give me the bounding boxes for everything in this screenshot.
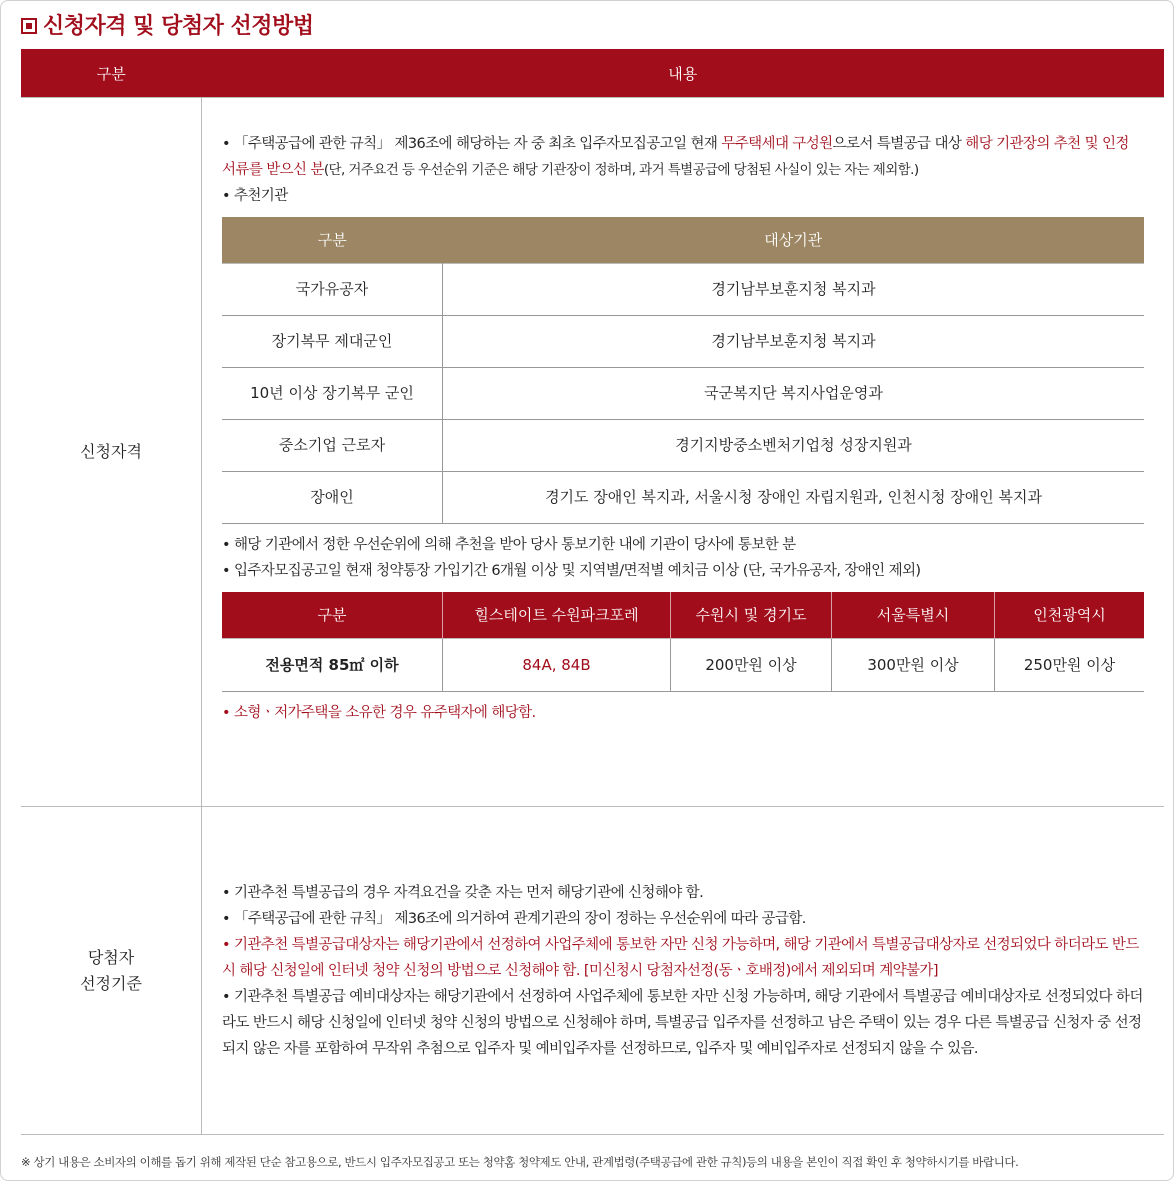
deposit-table — [222, 592, 1144, 692]
table-row — [222, 263, 1144, 315]
table-row — [222, 471, 1144, 523]
selection-content — [202, 807, 1165, 1135]
selection-bullet-4: • 기관추천 특별공급 예비대상자는 해당기관에서 선정하여 사업주체에 통보한 자만 신청 가능하며, 해당 기관에서 특별공급 예비대상자로 선정되었다 하더라도 반드시 해당 신청일에 인터넷 청약 신청의 방법으로 신청해야 하며, 특별공급 입주자를 선정하고 남은 주택이 있는 경우 다른 특별공급 신청자 중 선정되지 않은 자를 포함하여 무작위 추첨으로 입주자 및 예비입주자를 선정하므로, 입주자 및 예비입주자로 선정되지 않을 수 있음. — [222, 988, 1143, 1057]
table-row — [222, 419, 1144, 471]
agency-institution: 경기도 장애인 복지과, 서울시청 장애인 자립지원과, 인천시청 장애인 복지과 — [443, 471, 1145, 523]
deposit-header: 수원시 및 경기도 — [671, 592, 832, 639]
agency-institution: 국군복지단 복지사업운영과 — [443, 367, 1145, 419]
agency-category: 장기복무 제대군인 — [222, 315, 443, 367]
main-table — [21, 49, 1164, 1135]
selection-bullet-1: • 기관추천 특별공급의 경우 자격요건을 갖춘 자는 먼저 해당기관에 신청해야 함. — [222, 884, 704, 901]
deposit-seoul: 300만원 이상 — [832, 638, 995, 691]
agency-category: 국가유공자 — [222, 263, 443, 315]
deposit-header: 서울특별시 — [832, 592, 995, 639]
section-title-text: 신청자격 및 당첨자 선정방법 — [43, 14, 314, 39]
section-title — [21, 9, 314, 40]
agency-category: 중소기업 근로자 — [222, 419, 443, 471]
agency-institution: 경기남부보훈지청 복지과 — [443, 263, 1145, 315]
selection-label — [21, 807, 202, 1135]
qualification-bullet-4: • 소형ㆍ저가주택을 소유한 경우 유주택자에 해당함. — [222, 704, 536, 721]
table-row — [222, 315, 1144, 367]
selection-row — [21, 807, 1164, 1135]
deposit-header: 힐스테이트 수원파크포레 — [443, 592, 671, 639]
qualification-row — [21, 98, 1164, 807]
qualification-label: 신청자격 — [21, 98, 202, 807]
selection-bullet-3: • 기관추천 특별공급대상자는 해당기관에서 선정하여 사업주체에 통보한 자만 신청 가능하며, 해당 기관에서 특별공급대상자로 선정되었다 하더라도 반드시 해당 신청일에 인터넷 청약 신청의 방법으로 신청해야 함. [미신청시 당첨자선정(동ㆍ호배정)에서 제외되며 계약불가] — [222, 936, 1139, 979]
qualification-bullet-2: • 해당 기관에서 정한 우선순위에 의해 추천을 받아 당사 통보기한 내에 기관이 당사에 통보한 분 — [222, 536, 796, 553]
agency-header-institution: 대상기관 — [443, 217, 1145, 264]
agency-institution: 경기남부보훈지청 복지과 — [443, 315, 1145, 367]
agency-label: • 추천기관 — [222, 187, 288, 204]
deposit-incheon: 250만원 이상 — [995, 638, 1145, 691]
selection-bullet-2: • 「주택공급에 관한 규칙」 제36조에 의거하여 관계기관의 장이 정하는 우선순위에 따라 공급함. — [222, 910, 806, 927]
square-bullet-icon — [21, 18, 37, 34]
agency-table — [222, 217, 1144, 524]
deposit-header: 인천광역시 — [995, 592, 1145, 639]
deposit-area: 전용면적 85㎡ 이하 — [222, 638, 443, 691]
deposit-unit-types: 84A, 84B — [443, 638, 671, 691]
agency-category: 10년 이상 장기복무 군인 — [222, 367, 443, 419]
deposit-table-header — [222, 592, 1144, 639]
table-row — [222, 367, 1144, 419]
deposit-suwon: 200만원 이상 — [671, 638, 832, 691]
no-house-member-highlight: 무주택세대 구성원 — [721, 135, 833, 152]
selection-label-line2: 선정기준 — [80, 973, 142, 993]
header-category: 구분 — [21, 49, 202, 98]
header-content: 내용 — [202, 49, 1165, 98]
recommendation-highlight: 해당 기관장의 추천 및 인정 서류를 받으신 분 — [222, 135, 1129, 178]
qualification-intro: • 「주택공급에 관한 규칙」 제36조에 해당하는 자 중 최초 입주자모집공고일 현재 무주택세대 구성원으로서 특별공급 대상 해당 기관장의 추천 및 인정 서류를 받으신 분(단, 거주요건 등 우선순위 기준은 해당 기관장이 정하며, 과거 특별공급에 당첨된 사실이 있는 자는 제외함.) — [222, 135, 1129, 178]
deposit-header: 구분 — [222, 592, 443, 639]
agency-header-category: 구분 — [222, 217, 443, 264]
agency-institution: 경기지방중소벤처기업청 성장지원과 — [443, 419, 1145, 471]
agency-category: 장애인 — [222, 471, 443, 523]
selection-label-line1: 당첨자 — [87, 947, 135, 967]
qualification-bullet-3: • 입주자모집공고일 현재 청약통장 가입기간 6개월 이상 및 지역별/면적별 예치금 이상 (단, 국가유공자, 장애인 제외) — [222, 562, 921, 579]
main-table-header — [21, 49, 1164, 98]
table-row — [222, 638, 1144, 691]
agency-table-header — [222, 217, 1144, 264]
footnote: ※ 상기 내용은 소비자의 이해를 돕기 위해 제작된 단순 참고용으로, 반드시 입주자모집공고 또는 청약홈 청약제도 안내, 관계법령(주택공급에 관한 규칙)등의 내용을 본인이 직접 확인 후 청약하시기를 바랍니다. — [21, 1155, 1019, 1169]
qualification-content — [202, 98, 1165, 807]
